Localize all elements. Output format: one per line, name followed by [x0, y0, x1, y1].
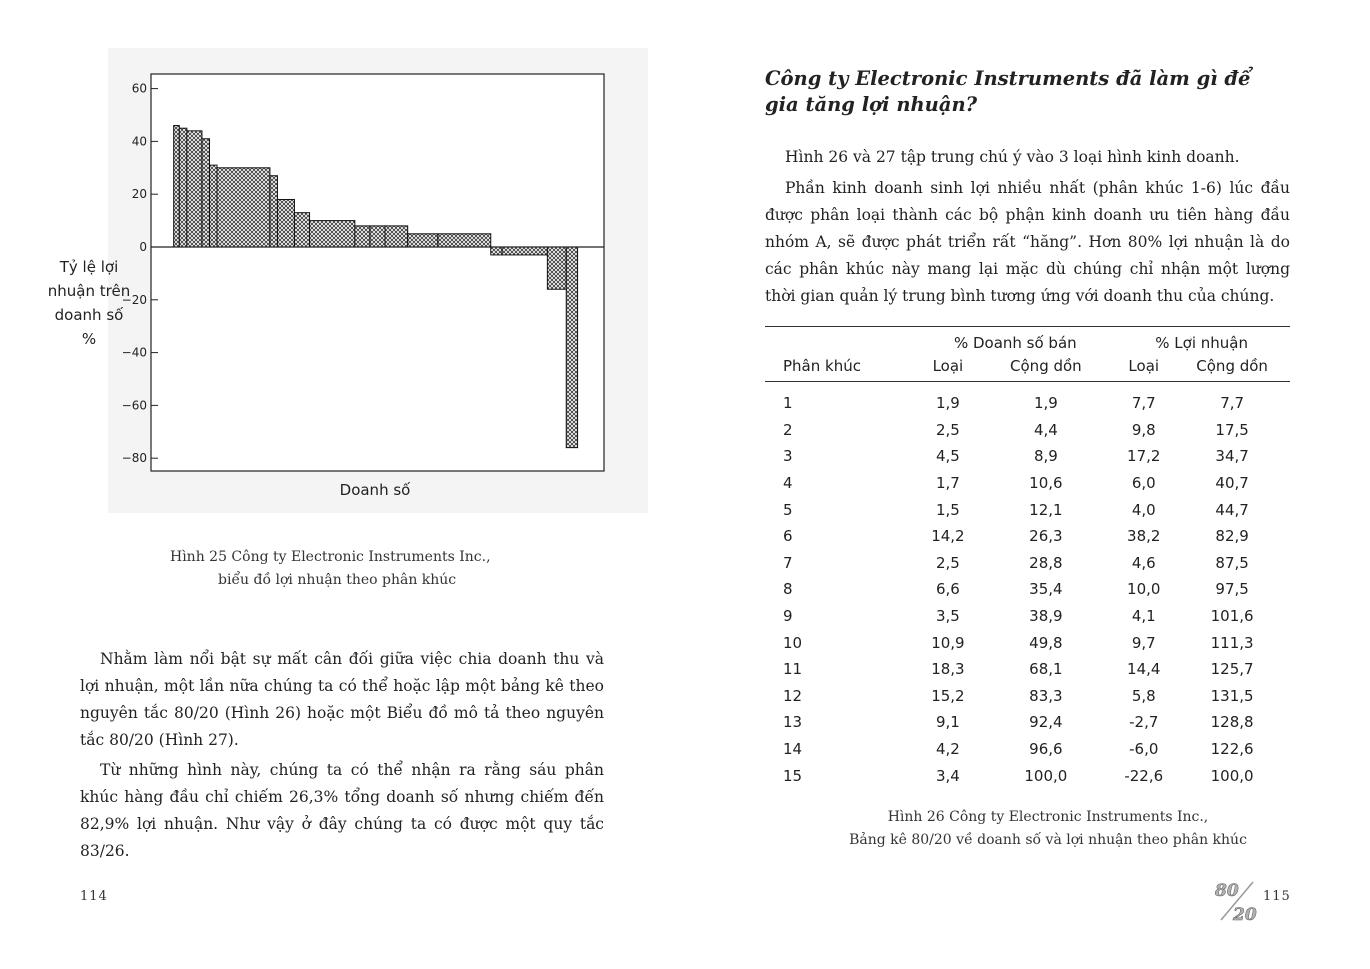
table-cell: 7,7 — [1220, 394, 1245, 413]
table-cell: 4,2 — [935, 740, 960, 759]
table-group-header-row — [765, 327, 1290, 355]
table-row — [765, 417, 1290, 444]
table-row — [765, 762, 1290, 789]
table-cell: 26,3 — [1029, 527, 1063, 546]
table-row — [765, 736, 1290, 763]
table-cell: 97,5 — [1215, 580, 1249, 599]
table-row — [765, 603, 1290, 630]
table-cell: 14,2 — [931, 527, 965, 546]
table-cell: -2,7 — [1129, 713, 1159, 732]
table-cell: 128,8 — [1210, 713, 1254, 732]
chart-bar — [438, 234, 491, 247]
y-tick-label: −60 — [121, 398, 147, 413]
table-cell: 4,6 — [1131, 553, 1156, 572]
table-cell: 3,4 — [935, 766, 960, 785]
left-paragraph-1: Nhằm làm nổi bật sự mất cân đối giữa việc chia doanh thu và lợi nhuận, một lần nữa chúng ta có thể hoặc lập một bảng kê theo nguyên tắc 80/20 (Hình 26) hoặc một Biểu đồ mô tả theo nguyên tắc 80/20 (Hình 27). — [80, 649, 604, 749]
table-cell: 38,9 — [1029, 607, 1063, 626]
y-tick-label: 0 — [139, 240, 147, 254]
table-cell: 7,7 — [1131, 394, 1156, 413]
table-cell: 100,0 — [1210, 766, 1254, 785]
column-header-profit-cumulative: Cộng dồn — [1174, 354, 1290, 382]
y-tick-label: −20 — [121, 292, 147, 307]
column-header-profit-type: Loại — [1113, 354, 1174, 382]
table-cell: 14,4 — [1127, 660, 1161, 679]
table-cell: 1 — [783, 394, 793, 413]
table-body — [765, 382, 1290, 789]
table-row — [765, 443, 1290, 470]
caption-line-2: biểu đồ lợi nhuận theo phân khúc — [218, 572, 457, 588]
table-cell: 8 — [783, 580, 793, 599]
table-cell: 12 — [783, 686, 803, 705]
y-tick-label: 60 — [131, 81, 147, 96]
table-cell: 68,1 — [1029, 660, 1063, 679]
chart-bar — [491, 247, 502, 255]
table-cell: 12,1 — [1029, 500, 1063, 519]
table-cell: 17,5 — [1215, 420, 1249, 439]
table-cell: 4,1 — [1131, 607, 1156, 626]
table-cell: 2,5 — [935, 553, 960, 572]
table-row — [765, 550, 1290, 577]
y-tick-label: −40 — [121, 345, 147, 360]
table-cell: 82,9 — [1215, 527, 1249, 546]
table-row — [765, 496, 1290, 523]
table-cell: 4,5 — [935, 447, 960, 466]
table-cell: 100,0 — [1024, 766, 1068, 785]
x-axis-label: Doanh số — [339, 481, 411, 499]
table-cell: 2 — [783, 420, 793, 439]
caption-line-1: Hình 26 Công ty Electronic Instruments Inc., — [887, 809, 1209, 825]
right-page — [685, 0, 1370, 969]
chart-bar — [502, 247, 547, 255]
table-cell: 13 — [783, 713, 803, 732]
table-cell: 5 — [783, 500, 793, 519]
80-20-logo — [1213, 878, 1263, 924]
chart-bar — [408, 234, 438, 247]
table-cell: 34,7 — [1215, 447, 1249, 466]
segment-table — [765, 326, 1290, 789]
table-cell: 10,0 — [1127, 580, 1161, 599]
table-header-spacer — [765, 327, 917, 355]
table-row — [765, 382, 1290, 417]
table-cell: 18,3 — [931, 660, 965, 679]
table-cell: 35,4 — [1029, 580, 1063, 599]
y-tick-label: 40 — [131, 134, 147, 149]
logo-top-number: 80 — [1215, 881, 1239, 901]
left-paragraph-2: Từ những hình này, chúng ta có thể nhận ra rằng sáu phân khúc hàng đầu chỉ chiếm 26,3% tổng doanh số nhưng chiếm đến 82,9% lợi nhuận. Như vậy ở đây chúng ta có được một quy tắc 83/26. — [80, 760, 604, 860]
table-cell: 17,2 — [1127, 447, 1161, 466]
table-header-row — [765, 354, 1290, 382]
table-cell: 44,7 — [1215, 500, 1249, 519]
group-header-profit: % Lợi nhuận — [1113, 327, 1290, 355]
table-row — [765, 470, 1290, 497]
table-cell: 1,7 — [935, 474, 960, 493]
table-cell: 8,9 — [1033, 447, 1058, 466]
chart-bar — [179, 128, 187, 247]
chart-bar — [566, 247, 577, 448]
caption-line-1: Hình 25 Công ty Electronic Instruments Inc., — [170, 549, 491, 565]
table-cell: 1,9 — [935, 394, 960, 413]
chart-bar — [217, 168, 270, 247]
y-axis-label-line: doanh số — [54, 306, 124, 324]
table-cell: 4,0 — [1131, 500, 1156, 519]
y-axis-label-line: % — [81, 330, 97, 348]
chart-bar — [355, 226, 370, 247]
table-cell: 9,7 — [1131, 633, 1156, 652]
logo-bottom-number: 20 — [1233, 905, 1257, 924]
table-cell: 92,4 — [1029, 713, 1063, 732]
table-cell: 5,8 — [1131, 686, 1156, 705]
table-cell: 131,5 — [1210, 686, 1254, 705]
plot-frame — [151, 74, 604, 471]
column-header-segment: Phân khúc — [765, 354, 917, 382]
caption-line-2: Bảng kê 80/20 về doanh số và lợi nhuận theo phân khúc — [849, 832, 1247, 848]
group-header-sales: % Doanh số bán — [917, 327, 1113, 355]
table-cell: 49,8 — [1029, 633, 1063, 652]
table-cell: 9,8 — [1131, 420, 1156, 439]
page-number-left: 114 — [80, 889, 108, 904]
page-number-right: 115 — [1263, 889, 1291, 904]
table-cell: 28,8 — [1029, 553, 1063, 572]
chart-bar — [270, 176, 278, 247]
table-row — [765, 683, 1290, 710]
table-cell: 1,5 — [935, 500, 960, 519]
y-tick-label: −80 — [121, 451, 147, 466]
chart-bar — [370, 226, 385, 247]
table-cell: 2,5 — [935, 420, 960, 439]
table-cell: 10,9 — [931, 633, 965, 652]
chart-bar — [310, 221, 355, 247]
chart-bar — [202, 139, 210, 247]
table-row — [765, 523, 1290, 550]
table-cell: 3 — [783, 447, 793, 466]
table-cell: 111,3 — [1210, 633, 1254, 652]
table-row — [765, 576, 1290, 603]
chart-bar — [187, 131, 202, 247]
chart-bar — [277, 199, 294, 247]
table-cell: 15 — [783, 766, 803, 785]
table-cell: 10,6 — [1029, 474, 1063, 493]
section-heading: Công ty Electronic Instruments đã làm gì để gia tăng lợi nhuận? — [765, 67, 1251, 116]
table-cell: 125,7 — [1210, 660, 1254, 679]
table-cell: 4 — [783, 474, 793, 493]
table-cell: 6,6 — [935, 580, 960, 599]
y-axis-label-line: Tỷ lệ lợi — [59, 258, 119, 276]
table-cell: 11 — [783, 660, 803, 679]
table-cell: -6,0 — [1129, 740, 1159, 759]
right-paragraph-2: Phần kinh doanh sinh lợi nhiều nhất (phân khúc 1-6) lúc đầu được phân loại thành các bộ phận kinh doanh ưu tiên hàng đầu nhóm A, sẽ được phát triển rất “hăng”. Hơn 80% lợi nhuận là do các phân khúc này mang lại mặc dù chúng chỉ nhận một lượng thời gian quản lý trung bình tương ứng với doanh thu của chúng. — [765, 178, 1290, 305]
table-cell: 96,6 — [1029, 740, 1063, 759]
table-cell: 10 — [783, 633, 803, 652]
table-cell: 6,0 — [1131, 474, 1156, 493]
profit-chart — [108, 48, 648, 513]
table-cell: 6 — [783, 527, 793, 546]
chart-bar — [174, 126, 180, 247]
column-header-sales-type: Loại — [917, 354, 978, 382]
chart-bar — [210, 165, 218, 247]
table-row — [765, 629, 1290, 656]
table-cell: 7 — [783, 553, 793, 572]
table-cell: 3,5 — [935, 607, 960, 626]
table-cell: 122,6 — [1210, 740, 1254, 759]
column-header-sales-cumulative: Cộng dồn — [978, 354, 1113, 382]
table-cell: 14 — [783, 740, 803, 759]
table-cell: 83,3 — [1029, 686, 1063, 705]
y-axis-label-line: nhuận trên — [47, 282, 131, 300]
table-cell: 9 — [783, 607, 793, 626]
table-cell: 9,1 — [935, 713, 960, 732]
figure-25-caption — [170, 546, 590, 592]
table-cell: 4,4 — [1033, 420, 1058, 439]
y-axis-label — [44, 255, 134, 351]
table-cell: 38,2 — [1127, 527, 1161, 546]
chart-bar — [547, 247, 566, 289]
table-row — [765, 656, 1290, 683]
profit-chart-svg — [108, 48, 648, 513]
chart-bar — [385, 226, 408, 247]
figure-26-caption — [813, 806, 1283, 852]
table-cell: 101,6 — [1210, 607, 1254, 626]
y-tick-label: 20 — [131, 187, 147, 202]
chart-bar — [294, 213, 309, 247]
table-cell: 1,9 — [1033, 394, 1058, 413]
table-cell: 87,5 — [1215, 553, 1249, 572]
table-cell: 15,2 — [931, 686, 965, 705]
table-cell: 40,7 — [1215, 474, 1249, 493]
table-row — [765, 709, 1290, 736]
right-paragraph-1: Hình 26 và 27 tập trung chú ý vào 3 loại hình kinh doanh. — [785, 147, 1240, 166]
table-cell: -22,6 — [1124, 766, 1164, 785]
